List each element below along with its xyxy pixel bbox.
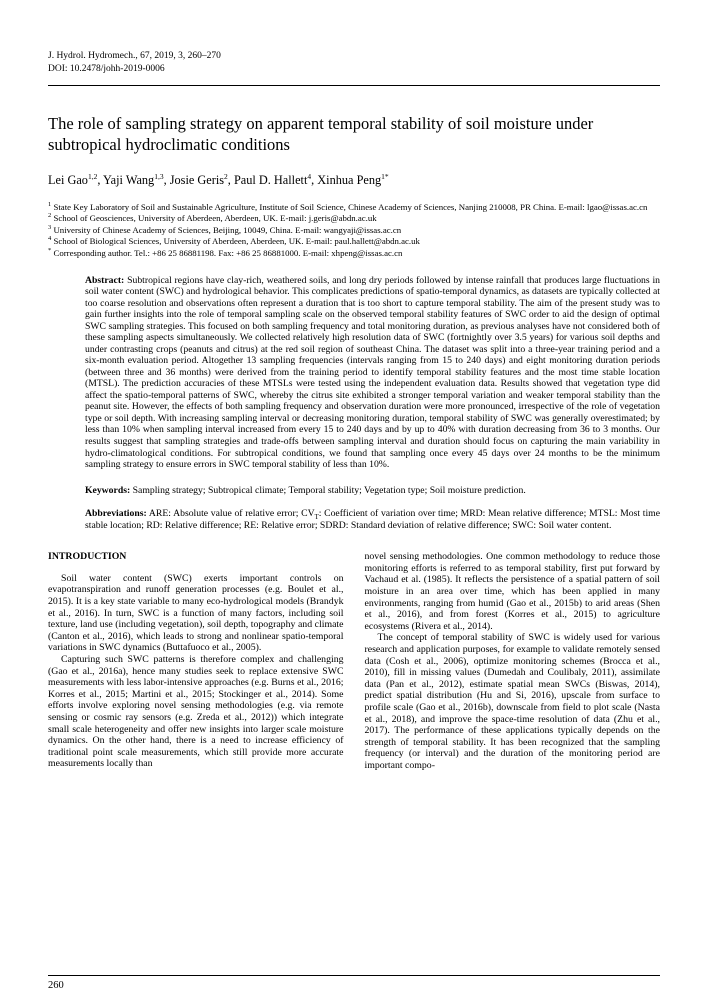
affiliation-marker: 4 [48,235,52,243]
author [170,173,231,187]
affiliation-line [48,236,660,248]
author-name: Yaji Wang [103,173,155,188]
abstract-block [85,275,660,471]
paragraph: novel sensing methodologies. One common methodology to reduce those monitoring efforts is referred to as temporal stability, first put forward by Vachaud et al. (1985). It reflects the persistence of a spatial pattern of soil moisture in an area over time, which has been applied in many environments, ranging from humid (Gao et al., 2015b) to arid areas (Shen et al., 2016), and from forest (Korres et al., 2015) to agriculture ecosystems (Rivera et al., 2014). [364,551,660,632]
affiliation-list [48,202,660,260]
right-column [365,551,661,771]
affiliation-text: University of Chinese Academy of Sciences, Beijing, 10049, China. E-mail: wangyaji@issas.ac.cn [51,224,402,235]
affiliation-marker: 1 [48,200,52,208]
abstract-text: Subtropical regions have clay-rich, weathered soils, and long dry periods followed by intense rainfall that produces large fluctuations in soil water content (SWC) and hydrological behavior. This complicates predictions of spatio-temporal dynamics, as datasets are typically collected at too coarse resolution and observations often represent a duration that is too short to capture temporal stability. The aim of the present study was to gain further insights into the role of temporal sampling scale on the observed temporal stability features of SWC order to aid the design of optimal SWC sampling strategies. This focused on both sampling frequency and total monitoring duration, as previous analyses have not considered both of these sampling aspects simultaneously. We collected relatively high resolution data of SWC (fortnightly over 3.5 years) for various soil depths and under contrasting crops (peanuts and citrus) at the red soil region of southeast China. The dataset was split into a three-year training period and a six-month evaluation period. Altogether 13 sampling frequencies (intervals ranging from 15 to 240 days) and eight monitoring duration periods (between three and 36 months) were derived from the training period to identify temporal stability features and the most time stable location (MTSL). The prediction accuracies of these MTSLs were tested using the independent evaluation data. Results showed that vegetation type did affect the spatio-temporal patterns of SWC, whereby the citrus site exhibited a stronger temporal variation and weaker temporal stability than the peanut site. However, the effects of both sampling frequency and observation duration were more pronounced, irrespective of the role of vegetation type or soil depth. With increasing sampling interval or decreasing monitoring duration, temporal stability of SWC was generally overestimated; by less than 10% when sampling interval increased from every 15 to 240 days and by up to 40% with duration decreasing from 36 to 3 months. Our results suggest that sampling strategies and trade-offs between sampling interval and duration should focus on capturing the main variability in hydro-climatological conditions. For subtropical conditions, we found that sampling once every 45 days over 24 months to be the minimum sampling strategy to ensure errors in SWC temporal stability of less than 10%. [85,274,661,471]
author-name: Josie Geris [169,173,225,188]
header-rule [48,85,660,86]
author-affil-marker: 1* [381,172,389,182]
author-list [48,173,660,188]
author-name: Paul D. Hallett [233,173,308,188]
author [103,173,167,187]
body-columns [48,551,660,771]
author-affil-marker: 1,3 [154,172,164,182]
paragraph: The concept of temporal stability of SWC is widely used for various research and application purposes, for example to validate remotely sensed data (Cosh et al., 2006), optimize monitoring schemes (Brocca et al., 2010), fill in missing values (Dumedah and Coulibaly, 2011), assimilate data (Pan et al., 2012), estimate spatial mean SWCs (Biswas, 2014), predict spatial distribution (Hu and Si, 2016), upscale from surface to profile scale (Gao et al., 2016b), downscale from field to plot scale (Nasta et al., 2018), and improve the space-time resolution of data (Zhu et al., 2017). The performance of these applications typically depends on the strength of temporal stability. It has been recognized that the sampling frequency (or interval) and the duration of the monitoring period are important compo- [364,632,660,771]
author [234,173,314,187]
journal-header [48,50,660,76]
section-heading-introduction: INTRODUCTION [48,551,127,563]
abbreviations-block [85,508,660,531]
affiliation-line [48,248,660,260]
keywords-label: Keywords: [85,484,131,496]
abbreviations-text-pre: ARE: Absolute value of relative error; CV [148,508,315,520]
affiliation-marker: 2 [48,212,52,220]
affiliation-line [48,213,660,225]
affiliation-text: School of Biological Sciences, University of Aberdeen, Aberdeen, UK. E-mail: paul.hallett@abdn.ac.uk [51,236,420,247]
page-footer [48,975,660,991]
journal-citation: J. Hydrol. Hydromech., 67, 2019, 3, 260–270 [48,51,221,61]
affiliation-line [48,202,660,214]
abbreviations-text [85,508,660,531]
left-column [48,551,344,771]
affiliation-marker: * [48,247,52,255]
keywords-block [85,485,660,497]
affiliation-text: State Key Laboratory of Soil and Sustainable Agriculture, Institute of Soil Science, Chinese Academy of Sciences, Nanjing 210008, PR China. E-mail: lgao@issas.ac.cn [51,201,648,212]
affiliation-marker: 3 [48,223,52,231]
author [48,173,100,187]
author-name: Xinhua Peng [317,173,382,188]
author-affil-marker: 2 [224,172,228,182]
doi-line: DOI: 10.2478/johh-2019-0006 [48,63,165,74]
affiliation-text: School of Geosciences, University of Aberdeen, Aberdeen, UK. E-mail: j.geris@abdn.ac.uk [51,213,377,224]
abbreviations-text-post: : Coefficient of variation over time; MRD: Mean relative difference; MTSL: Most time stable location; RD: Relative difference; RE: Relative error; SDRD: Standard deviation of relative difference; SWC: Soil water content. [85,508,660,531]
author-affil-marker: 1,2 [87,172,98,182]
paragraph: Soil water content (SWC) exerts important controls on evapotranspiration and runoff generation processes (e.g. Boulet et al., 2015). It is a key state variable to many eco-hydrological models (Brandyk et al., 2016). In turn, SWC is a function of many factors, including soil texture, land use (including vegetation), soil depth, topography and climate (Canton et al., 2016), which leads to strong and nonlinear spatio-temporal variations in SWC dynamics (Buttafuoco et al., 2005). [48,572,344,654]
author [317,173,388,187]
author-name: Lei Gao [48,173,88,188]
author-affil-marker: 4 [307,172,312,182]
paper-title: The role of sampling strategy on apparent temporal stability of soil moisture under subtropical hydroclimatic conditions [48,113,594,155]
page-number: 260 [48,980,64,991]
abstract-label: Abstract: [85,274,125,286]
abbreviations-label: Abbreviations: [85,508,147,520]
paragraph: Capturing such SWC patterns is therefore complex and challenging (Gao et al., 2016a), hence many studies seek to replace extensive SWC measurements with less labor-intensive approaches (e.g. Burns et al., 2016; Korres et al., 2015; Martini et al., 2015; Stockinger et al., 2014). Some efforts involve exploring novel sensing methodologies (e.g. via remote sensing or cosmic ray sensors (e.g. Zreda et al., 2012)) which integrate small scale heterogeneity and offer new insights into larger scale moisture dynamics. On the other hand, there is a need to increase efficiency of traditional point scale measurements, which still provide more accurate measurements locally than [48,653,344,770]
keywords-text: Sampling strategy; Subtropical climate; Temporal stability; Vegetation type; Soil moisture prediction. [132,484,526,496]
abbreviations-subscript: T [314,514,319,522]
affiliation-line [48,225,660,237]
affiliation-text: Corresponding author. Tel.: +86 25 86881198. Fax: +86 25 86881000. E-mail: xhpeng@issas.ac.cn [51,247,403,258]
